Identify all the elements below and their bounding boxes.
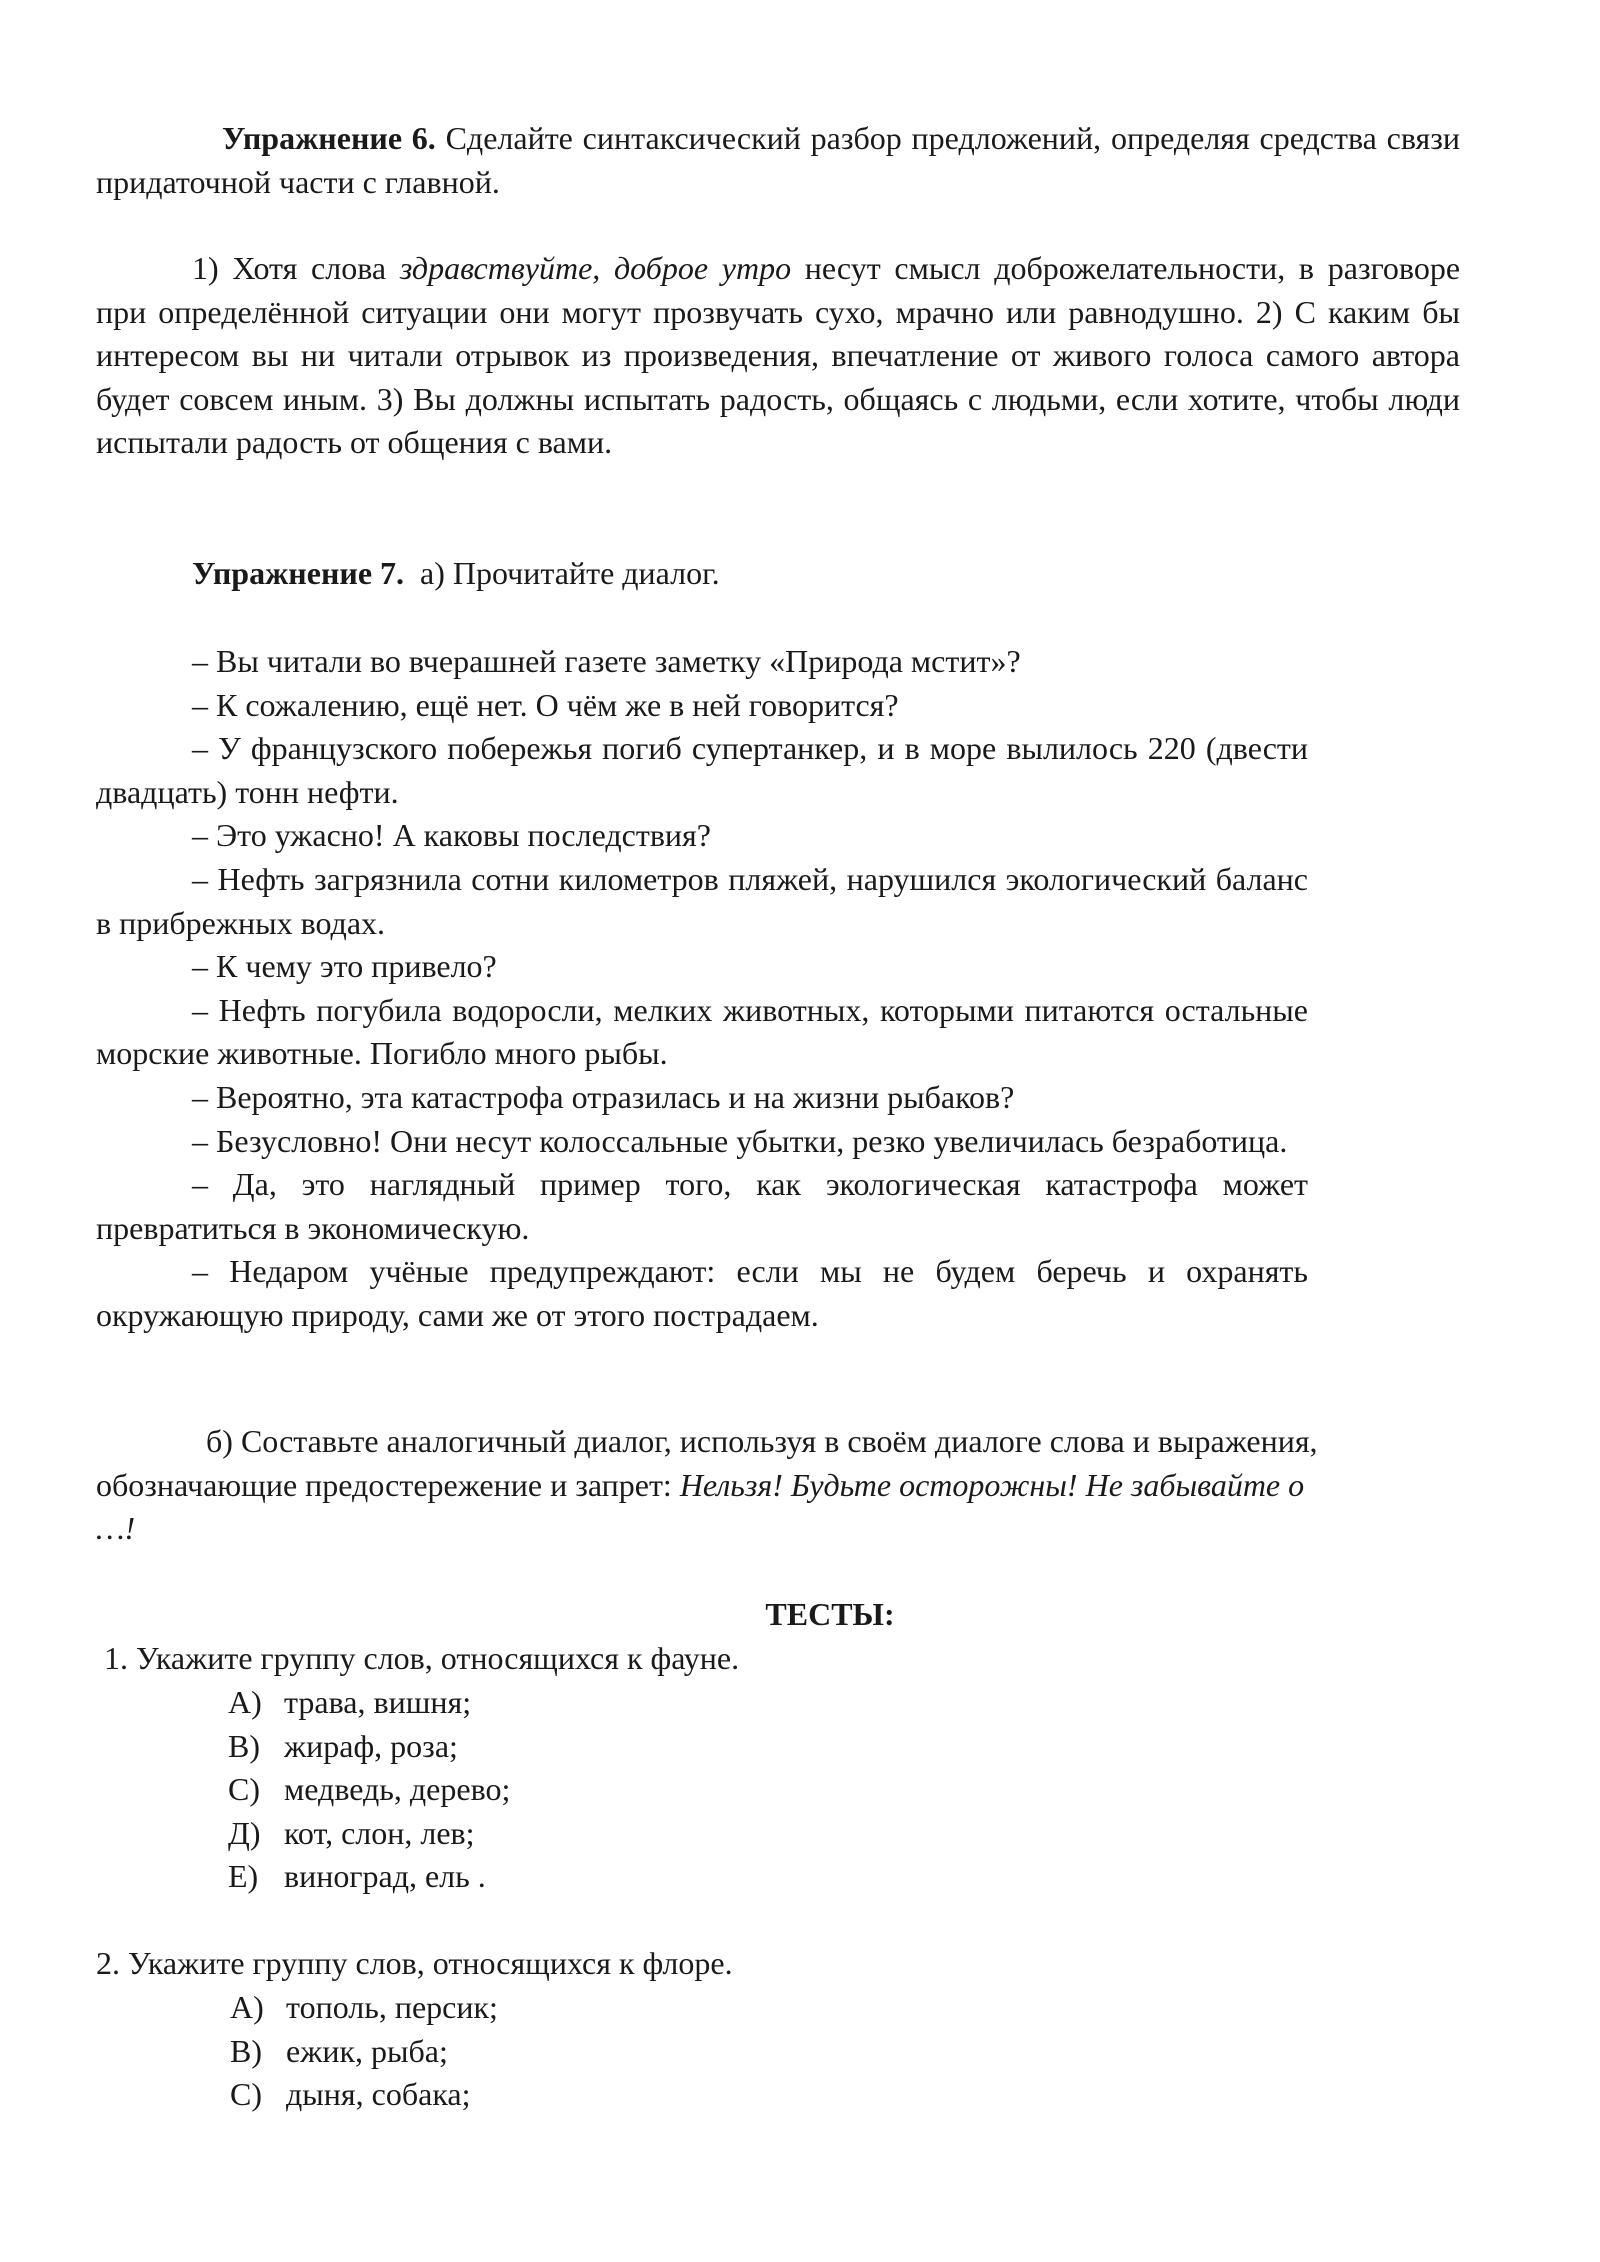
- dialog-line: – Вероятно, эта катастрофа отразилась и на жизни рыбаков?: [192, 1078, 1015, 1115]
- exercise-7-instruction-b: б) Составьте аналогичный диалог, используя в своём диалоге слова и выражения, обозначающие предостережение и запрет:: [96, 1423, 1318, 1503]
- exercise-7-warning-words: Нельзя! Будьте осторожны! Не забывайте о …!: [96, 1466, 1305, 1547]
- sentence-1-rest: несут смысл доброжелательности, в разговоре при определённой ситуации они могут прозвучать сухо, мрачно или равнодушно. 2) С каким бы интересом вы ни читали отрывок из произведения, впечатление от живого голоса самого автора будет совсем иным. 3) Вы должны испытать радость, общаясь с людьми, если хотите, чтобы люди испытали радость от общения с вами.: [96, 250, 1461, 461]
- sentence-1-italic: здравствуйте, доброе утро: [399, 250, 792, 286]
- dialog-line: – Нефть погубила водоросли, мелких животных, которыми питаются остальные морские животные. Погибло много рыбы.: [96, 991, 1308, 1072]
- option-a: А) трава, вишня;: [228, 1684, 472, 1720]
- option-a: А) тополь, персик;: [230, 1989, 498, 2025]
- dialog-line: – К чему это привело?: [192, 948, 497, 985]
- option-c: С) дыня, собака;: [230, 2076, 471, 2113]
- exercise-6-instruction: Сделайте синтаксический разбор предложений, определяя средства связи придаточной части с главной.: [96, 120, 1461, 200]
- dialog-line: – Безусловно! Они несут колоссальные убытки, резко увеличилась безработица.: [192, 1122, 1288, 1159]
- test-question-2: 2. Укажите группу слов, относящихся к флоре.: [96, 1945, 733, 1981]
- dialog-line: – К сожалению, ещё нет. О чём же в ней говорится?: [192, 686, 899, 723]
- exercise-7-task-a: [96, 552, 1460, 596]
- exercise-6-sentences: [96, 247, 1460, 465]
- sentence-1-start: 1) Хотя слова: [192, 250, 400, 286]
- dialog-line: – Это ужасно! А каковы последствия?: [192, 817, 711, 854]
- option-e: Е) виноград, ель .: [228, 1858, 486, 1895]
- test-question-1-options: [228, 1681, 510, 1899]
- dialog-line: – Да, это наглядный пример того, как экологическая катастрофа может превратиться в экономическую.: [96, 1166, 1308, 1246]
- dialog-line: – Нефть загрязнила сотни километров пляжей, нарушился экологический баланс в прибрежных водах.: [96, 860, 1308, 941]
- exercise-6-label: Упражнение 6.: [222, 120, 436, 156]
- test-question-2-options: [230, 1986, 498, 2117]
- exercise-6-task: [96, 117, 1460, 204]
- exercise-7-task-b: [96, 1420, 1346, 1551]
- dialog-line: – Вы читали во вчерашней газете заметку «Природа мстит»?: [192, 643, 1021, 679]
- option-d: Д) кот, слон, лев;: [228, 1814, 475, 1851]
- exercise-7-instruction-a: а) Прочитайте диалог.: [420, 555, 720, 591]
- dialog-line: – Недаром учёные предупреждают: если мы не будем беречь и охранять окружающую природу, сами же от этого пострадаем.: [96, 1253, 1308, 1333]
- dialog-line: – У французского побережья погиб супертанкер, и в море вылилось 220 (двести двадцать) тонн нефти.: [96, 730, 1308, 810]
- option-b: В) жираф, роза;: [228, 1727, 458, 1764]
- dialog: [96, 640, 1308, 1338]
- tests-title: ТЕСТЫ:: [765, 1596, 895, 1632]
- test-question-1: 1. Укажите группу слов, относящихся к фауне.: [104, 1640, 740, 1676]
- option-b: В) ежик, рыба;: [230, 2032, 448, 2069]
- option-c: С) медведь, дерево;: [228, 1771, 511, 1808]
- exercise-7-label: Упражнение 7.: [192, 555, 405, 591]
